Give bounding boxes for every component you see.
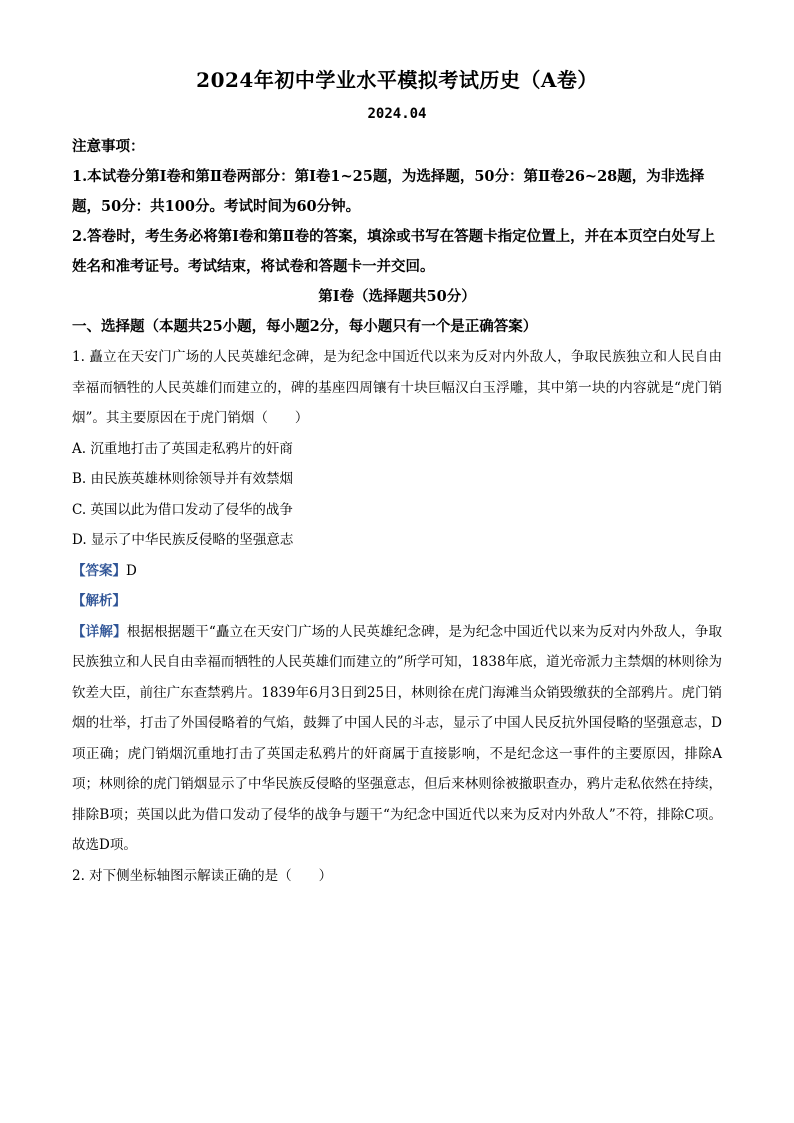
notice-item-2: 2.答卷时，考生务必将第Ⅰ卷和第Ⅱ卷的答案，填涂或书写在答题卡指定位置上，并在本页空白处写上姓名和准考证号。考试结束，将试卷和答题卡一并交回。 (72, 228, 716, 275)
notice-heading: 注意事项： (72, 138, 145, 155)
detail-tag: 【详解】 (72, 623, 127, 640)
section-instruction: 一、选择题（本题共25小题，每小题2分，每小题只有一个是正确答案） (72, 318, 538, 335)
option-c: C. 英国以此为借口发动了侵华的战争 (72, 501, 293, 518)
answer-value: D (126, 562, 137, 579)
option-d: D. 显示了中华民族反侵略的坚强意志 (72, 532, 294, 548)
exam-title: 2024年初中学业水平模拟考试历史（A卷） (196, 68, 598, 92)
option-a: A. 沉重地打击了英国走私鸦片的奸商 (72, 440, 293, 457)
detail-text: 根据根据题干“矗立在天安门广场的人民英雄纪念碑，是为纪念中国近代以来为反对内外敌人，争取民族独立和人民自由幸福而牺牲的人民英雄们而建立的”所学可知，1838年底，道光帝派力主禁烟的林则徐为钦差大臣，前往广东查禁鸦片。1839年6月3日到25日，林则徐在虎门海滩当众销毁缴获的全部鸦片。虎门销烟的壮举，打击了外国侵略着的气焰，鼓舞了中国人民的斗志，显示了中国人民反抗外国侵略的坚强意志，D项正确；虎门销烟沉重地打击了英国走私鸦片的奸商属于直接影响，不是纪念这一事件的主要原因，排除A项；林则徐的虎门销烟显示了中华民族反侵略的坚强意志，但后来林则徐被撤职查办，鸦片走私依然在持续，排除B项；英国以此为借口发动了侵华的战争与题干“为纪念中国近代以来为反对内外敌人”不符，排除C项。故选D项。 (72, 623, 722, 853)
question-2-stem: 2. 对下侧坐标轴图示解读正确的是（ ） (72, 867, 333, 884)
detail-paragraph (72, 617, 722, 861)
answer-tag: 【答案】 (72, 562, 126, 579)
question-1-options (72, 434, 722, 556)
document-page (72, 64, 722, 891)
section-title: 第Ⅰ卷（选择题共50分） (318, 288, 476, 305)
analysis-line (72, 586, 722, 617)
analysis-tag: 【解析】 (72, 593, 126, 609)
option-b: B. 由民族英雄林则徐领导并有效禁烟 (72, 471, 294, 487)
exam-date: 2024.04 (367, 106, 427, 122)
answer-line (72, 556, 722, 587)
notice-item-1: 1.本试卷分第Ⅰ卷和第Ⅱ卷两部分：第Ⅰ卷1~25题，为选择题，50分：第Ⅱ卷26~28题，为非选择题，50分：共100分。考试时间为60分钟。 (72, 168, 705, 215)
question-1-stem: 1. 矗立在天安门广场的人民英雄纪念碑，是为纪念中国近代以来为反对内外敌人，争取民族独立和人民自由幸福而牺牲的人民英雄们而建立的，碑的基座四周镶有十块巨幅汉白玉浮雕，其中第一块的内容就是“虎门销烟”。其主要原因在于虎门销烟（ ） (72, 349, 722, 426)
